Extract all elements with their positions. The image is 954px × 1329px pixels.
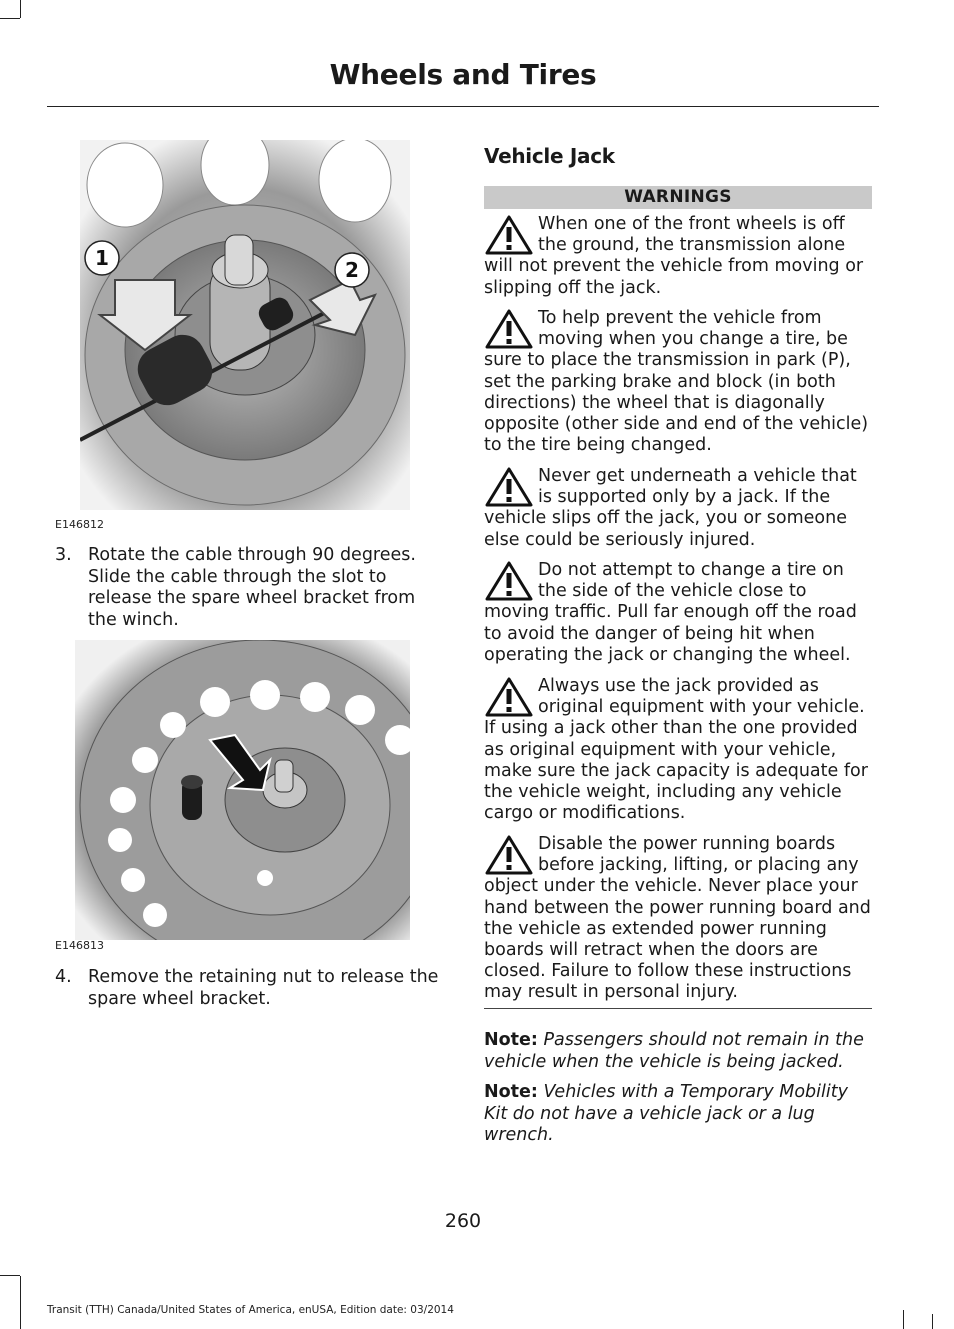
step-number: 4. <box>55 967 72 987</box>
warning-text: When one of the front wheels is off the ground, the transmission alone will not prevent the vehicle from moving or slipping off the jack. <box>484 214 864 298</box>
section-heading: Vehicle Jack <box>484 144 615 168</box>
figure-id: E146812 <box>55 518 104 531</box>
warning-item <box>484 834 874 1004</box>
spare-wheel-cable-illustration <box>80 140 410 510</box>
warning-text: To help prevent the vehicle from moving when you change a tire, be sure to place the transmission in park (P), set the parking brake and block (in both directions) the wheel that is diagonally opposite (other side and end of the vehicle) to the tire being changed. <box>484 308 869 456</box>
warning-text: Disable the power running boards before jacking, lifting, or placing any object under the vehicle. Never place your hand between the power running board and the vehicle as extended power running boards will retract when the doors are closed. Failure to follow these instructions may result in personal injury. <box>484 834 871 1003</box>
step-text: Rotate the cable through 90 degrees. Slide the cable through the slot to release the spare wheel bracket from the winch. <box>88 545 416 630</box>
page-title: Wheels and Tires <box>329 58 597 91</box>
crop-mark <box>932 1314 933 1329</box>
figure-cable-rotation <box>55 140 415 531</box>
callout-2: 2 <box>345 258 359 282</box>
figure-id: E146813 <box>55 939 104 952</box>
figure-retaining-nut <box>55 640 415 955</box>
warning-item <box>484 676 874 824</box>
crop-mark <box>20 1276 21 1329</box>
note <box>484 1082 876 1147</box>
step-3 <box>55 545 440 631</box>
callout-1: 1 <box>95 246 109 270</box>
crop-mark <box>903 1310 904 1329</box>
warning-triangle-icon <box>484 308 534 350</box>
warning-item <box>484 214 874 299</box>
warning-item <box>484 466 874 551</box>
title-divider <box>47 106 879 107</box>
crop-mark <box>20 0 21 18</box>
warning-text: Always use the jack provided as original equipment with your vehicle. If using a jack other than the one provided as original equipment with your vehicle, make sure the jack capacity is adequate for the vehicle weight, including any vehicle cargo or modifications. <box>484 676 868 824</box>
crop-mark <box>0 1275 20 1276</box>
warning-triangle-icon <box>484 676 534 718</box>
crop-mark <box>0 18 20 19</box>
step-text: Remove the retaining nut to release the spare wheel bracket. <box>88 967 439 1009</box>
warning-text: Never get underneath a vehicle that is supported only by a jack. If the vehicle slips off the jack, you or someone else could be seriously injured. <box>484 466 857 550</box>
step-4 <box>55 967 440 1010</box>
warning-triangle-icon <box>484 834 534 876</box>
note-label: Note: <box>484 1030 538 1050</box>
warning-text: Do not attempt to change a tire on the side of the vehicle close to moving traffic. Pull far enough off the road to avoid the danger of being hit when operating the jack or changing the wheel. <box>484 560 857 665</box>
warning-triangle-icon <box>484 466 534 508</box>
page-number: 260 <box>444 1210 482 1232</box>
warnings-divider <box>484 1008 872 1009</box>
spare-wheel-nut-illustration <box>75 640 410 940</box>
footer-text: Transit (TTH) Canada/United States of America, enUSA, Edition date: 03/2014 <box>47 1304 454 1316</box>
note-text: Vehicles with a Temporary Mobility Kit do not have a vehicle jack or a lug wrench. <box>484 1082 848 1145</box>
note <box>484 1030 876 1073</box>
warning-triangle-icon <box>484 560 534 602</box>
warning-item <box>484 560 874 666</box>
warning-triangle-icon <box>484 214 534 256</box>
step-number: 3. <box>55 545 72 565</box>
warning-item <box>484 308 874 456</box>
note-label: Note: <box>484 1082 538 1102</box>
warnings-header: WARNINGS <box>484 186 872 209</box>
note-text: Passengers should not remain in the vehicle when the vehicle is being jacked. <box>484 1030 864 1072</box>
